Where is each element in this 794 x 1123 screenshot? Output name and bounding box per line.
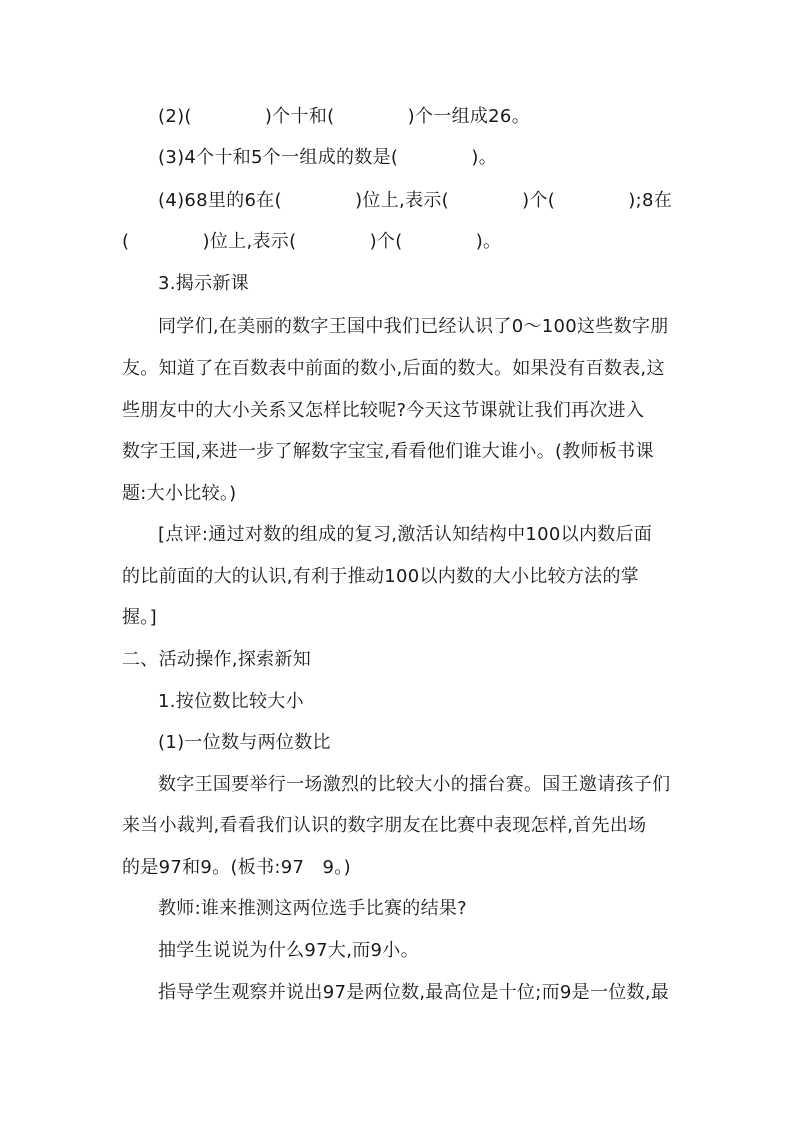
paragraph-line: 数字王国要举行一场激烈的比较大小的擂台赛。国王邀请孩子们: [158, 774, 671, 795]
comment-line: 握。]: [122, 607, 157, 628]
exercise-item-3: (3)4个十和5个一组成的数是( )。: [158, 147, 498, 168]
section-heading-new-lesson: 3.揭示新课: [158, 273, 249, 294]
paragraph-line: 同学们,在美丽的数字王国中我们已经认识了0～100这些数字朋: [158, 316, 669, 337]
subsection-heading: (1)一位数与两位数比: [158, 732, 331, 753]
exercise-item-4-line-2: ( )位上,表示( )个( )。: [122, 231, 502, 252]
paragraph-line: 题:大小比较。): [122, 483, 237, 504]
paragraph-line: 友。知道了在百数表中前面的数小,后面的数大。如果没有百数表,这: [122, 358, 665, 379]
subsection-heading: 1.按位数比较大小: [158, 691, 304, 712]
exercise-item-2: (2)( )个十和( )个一组成26。: [158, 106, 530, 127]
paragraph-line: 抽学生说说为什么97大,而9小。: [158, 940, 419, 961]
section-heading-activity: 二、活动操作,探索新知: [122, 649, 312, 670]
comment-line: [点评:通过对数的组成的复习,激活认知结构中100以内数后面: [158, 524, 653, 545]
paragraph-line: 来当小裁判,看看我们认识的数字朋友在比赛中表现怎样,首先出场: [122, 815, 647, 836]
paragraph-line: 教师:谁来推测这两位选手比赛的结果?: [158, 898, 468, 919]
comment-line: 的比前面的大的认识,有利于推动100以内数的大小比较方法的掌: [122, 566, 640, 587]
exercise-item-4-line-1: (4)68里的6在( )位上,表示( )个( );8在: [158, 190, 673, 211]
paragraph-line: 指导学生观察并说出97是两位数,最高位是十位;而9是一位数,最: [158, 982, 670, 1003]
paragraph-line: 数字王国,来进一步了解数字宝宝,看看他们谁大谁小。(教师板书课: [122, 441, 654, 462]
paragraph-line: 的是97和9。(板书:97 9。): [122, 857, 351, 878]
paragraph-line: 些朋友中的大小关系又怎样比较呢?今天这节课就让我们再次进入: [122, 400, 645, 421]
